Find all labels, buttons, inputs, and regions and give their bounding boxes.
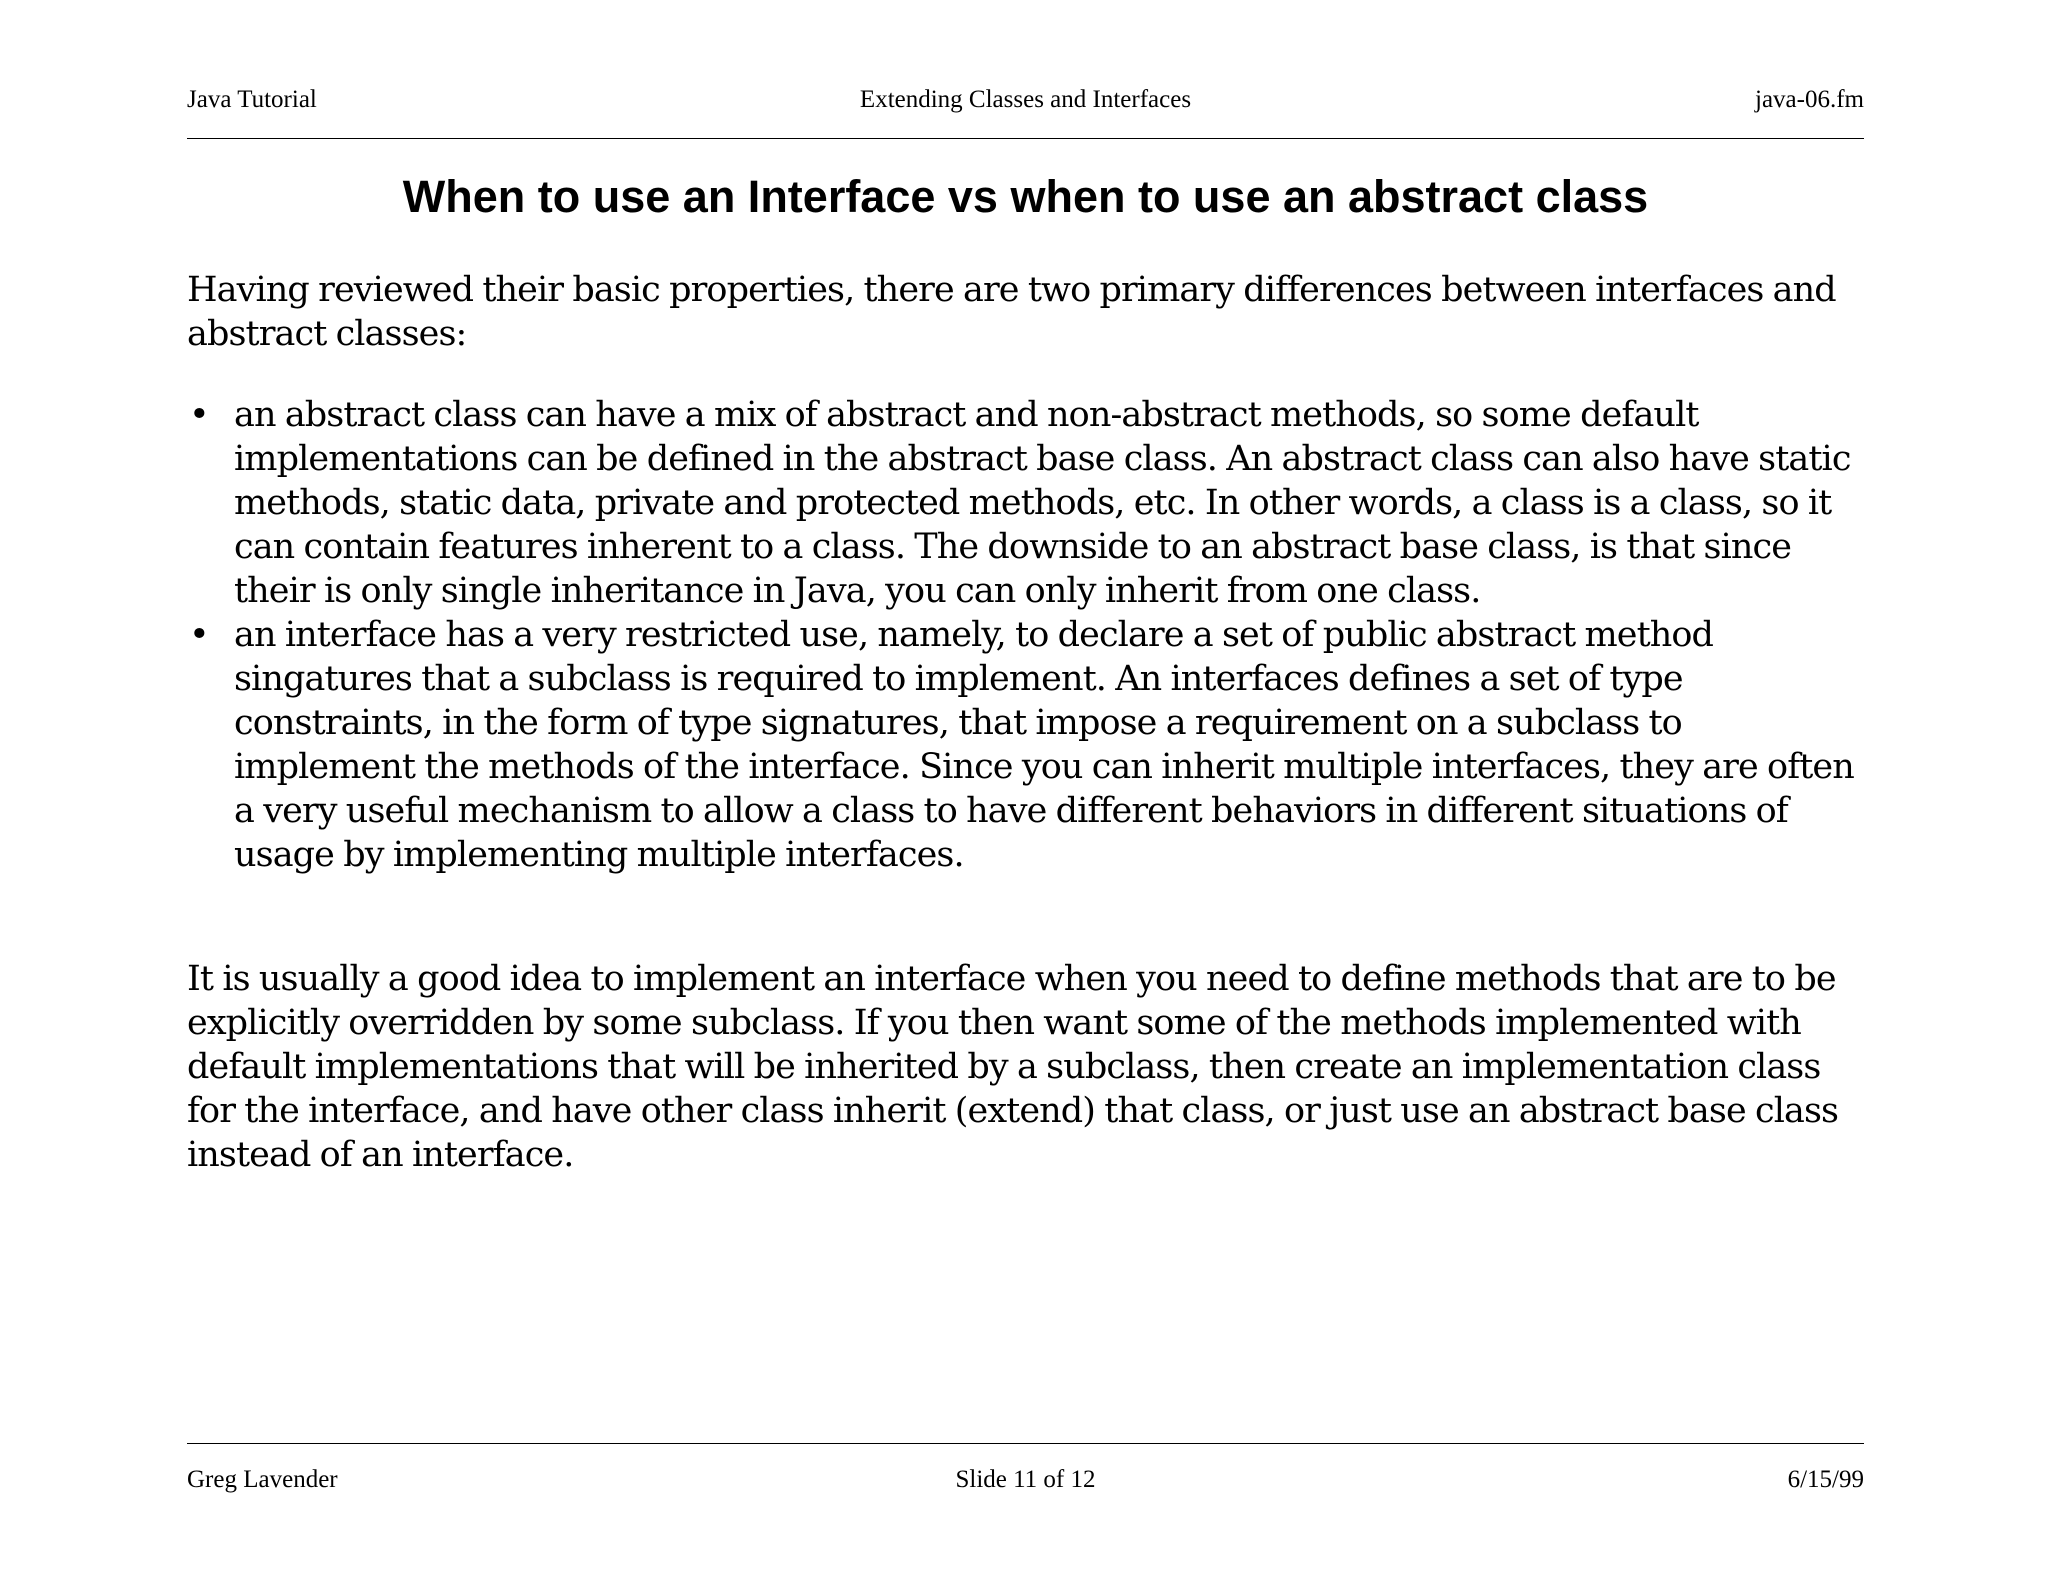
- closing-paragraph: It is usually a good idea to implement an interface when you need to define methods that are to be explicitly overridden by some subclass. If you then want some of the methods implemented with default implementations that will be inherited by a subclass, then create an implementation class for the interface, and have other class inherit (extend) that class, or just use an abstract base class instead of an interface.: [187, 959, 1839, 1175]
- bullet-icon: •: [189, 615, 209, 655]
- list-item-text: an abstract class can have a mix of abstract and non-abstract methods, so some default implementations can be defined in the abstract base class. An abstract class can also have static methods, static data, private and protected methods, etc. In other words, a class is a class, so it can contain features inherent to a class. The downside to an abstract base class, is that since their is only single inheritance in Java, you can only inherit from one class.: [234, 395, 1851, 611]
- list-item-text: an interface has a very restricted use, namely, to declare a set of public abstract method singatures that a subclass is required to implement. An interfaces defines a set of type constraints, in the form of type signatures, that impose a requirement on a subclass to implement the methods of the interface. Since you can inherit multiple interfaces, they are often a very useful mechanism to allow a class to have different behaviors in different situations of usage by implementing multiple interfaces.: [234, 615, 1854, 875]
- slide-title: When to use an Interface vs when to use an abstract class: [402, 171, 1649, 222]
- slide-page: [187, 0, 1864, 1582]
- intro-paragraph: Having reviewed their basic properties, there are two primary differences between interfaces and abstract classes:: [187, 270, 1836, 354]
- list-item: [187, 613, 1864, 877]
- footer-divider: [187, 1443, 1864, 1444]
- list-item: [187, 393, 1864, 613]
- footer-author: Greg Lavender: [187, 1466, 338, 1493]
- page-header: [187, 86, 1864, 114]
- header-chapter-title: Extending Classes and Interfaces: [859, 86, 1192, 113]
- footer-date: 6/15/99: [1787, 1466, 1864, 1493]
- bullet-icon: •: [189, 395, 209, 435]
- page-footer: [187, 1466, 1864, 1494]
- differences-list: [187, 393, 1864, 877]
- header-divider: [187, 138, 1864, 139]
- footer-slide-number: Slide 11 of 12: [955, 1466, 1096, 1493]
- header-doc-title: Java Tutorial: [187, 86, 317, 113]
- header-filename: java-06.fm: [1755, 86, 1864, 113]
